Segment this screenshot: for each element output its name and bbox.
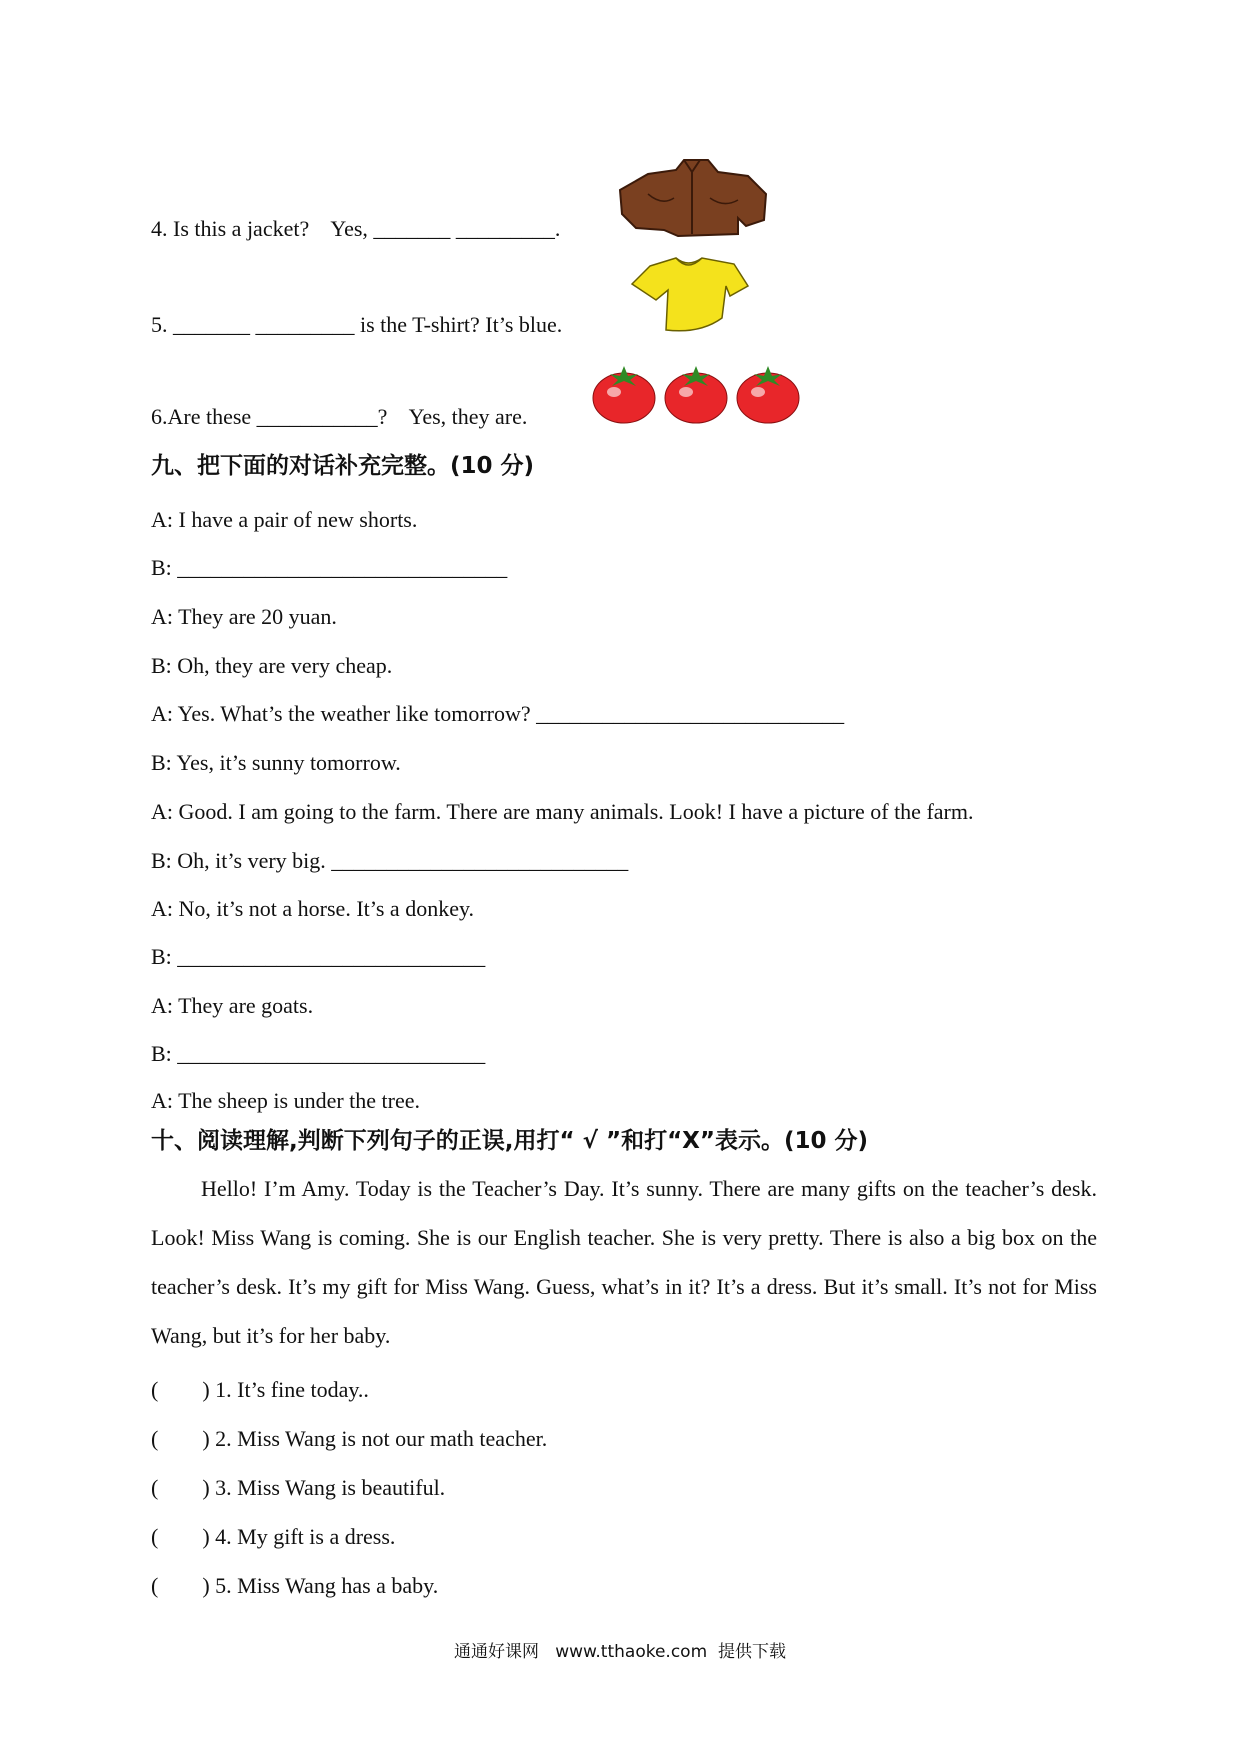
judgment-item: ( ) 5. Miss Wang has a baby.: [151, 1573, 439, 1598]
dialogue-line: A: The sheep is under the tree.: [151, 1088, 421, 1113]
dialogue-line: A: Good. I am going to the farm. There are many animals. Look! I have a picture of the farm.: [151, 799, 974, 824]
dialogue-line: A: They are 20 yuan.: [151, 604, 337, 629]
dialogue-line: A: I have a pair of new shorts.: [151, 507, 418, 532]
judgment-item: ( ) 2. Miss Wang is not our math teacher.: [151, 1426, 548, 1451]
dialogue-line: B: Oh, they are very cheap.: [151, 653, 393, 678]
reading-passage: Hello! I’m Amy. Today is the Teacher’s Day. It’s sunny. There are many gifts on the teacher’s desk. Look! Miss Wang is coming. She is our English teacher. She is very pretty. There is also a big box on the teacher’s desk. It’s my gift for Miss Wang. Guess, what’s in it? It’s a dress. But it’s small. It’s not for Miss Wang, but it’s for her baby.: [151, 1176, 1097, 1348]
dialogue-line: A: They are goats.: [151, 993, 314, 1018]
judgment-item: ( ) 3. Miss Wang is beautiful.: [151, 1475, 446, 1500]
dialogue-line: B: ____________________________: [151, 1041, 486, 1066]
tshirt-icon: [630, 256, 750, 336]
judgment-item: ( ) 1. It’s fine today..: [151, 1377, 369, 1402]
jacket-icon: [618, 154, 768, 238]
dialogue-line: B: Oh, it’s very big. ___________________________: [151, 848, 629, 873]
question-5: 5. _______ _________ is the T-shirt? It’s blue.: [151, 312, 563, 337]
dialogue-line: B: ____________________________: [151, 944, 486, 969]
section-9-heading: 九、把下面的对话补充完整。(10 分): [151, 453, 535, 479]
footer-credit: 通通好课网 www.tthaoke.com 提供下载: [454, 1642, 786, 1662]
dialogue-line: B: ______________________________: [151, 555, 508, 580]
section-10-heading: 十、阅读理解,判断下列句子的正误,用打“ √ ”和打“X”表示。(10 分): [151, 1128, 869, 1154]
tomato-icon: [592, 362, 806, 424]
judgment-item: ( ) 4. My gift is a dress.: [151, 1524, 396, 1549]
dialogue-line: A: Yes. What’s the weather like tomorrow? ____________________________: [151, 701, 845, 726]
question-4: 4. Is this a jacket? Yes, _______ _________.: [151, 216, 561, 241]
dialogue-line: A: No, it’s not a horse. It’s a donkey.: [151, 896, 475, 921]
question-6: 6.Are these ___________? Yes, they are.: [151, 404, 528, 429]
dialogue-line: B: Yes, it’s sunny tomorrow.: [151, 750, 401, 775]
